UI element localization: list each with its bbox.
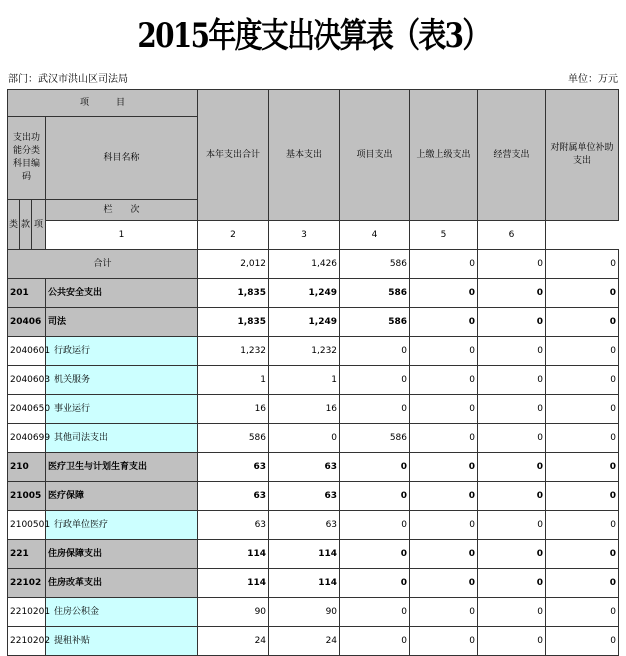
row-value-2: 63 xyxy=(269,511,340,540)
department-label: 部门：武汉市洪山区司法局 xyxy=(8,74,128,85)
row-value-5: 0 xyxy=(478,366,546,395)
colnum-3: 3 xyxy=(269,221,340,250)
total-label: 合计 xyxy=(8,250,198,279)
row-value-4: 0 xyxy=(410,598,478,627)
header-name-label: 科目名称 xyxy=(46,117,198,200)
row-code: 201 xyxy=(8,279,46,308)
header-col-3: 项目支出 xyxy=(340,90,410,221)
row-value-6: 0 xyxy=(546,395,619,424)
table-row xyxy=(8,366,619,395)
row-value-3: 0 xyxy=(340,337,410,366)
row-code: 2100501 xyxy=(8,511,46,540)
table-row xyxy=(8,569,619,598)
row-value-6: 0 xyxy=(546,511,619,540)
total-value-2: 1,426 xyxy=(269,250,340,279)
row-name: 医疗卫生与计划生育支出 xyxy=(46,453,198,482)
unit-label: 单位：万元 xyxy=(568,74,618,85)
row-value-4: 0 xyxy=(410,366,478,395)
row-value-2: 114 xyxy=(269,540,340,569)
row-value-3: 0 xyxy=(340,366,410,395)
row-value-6: 0 xyxy=(546,453,619,482)
row-value-3: 0 xyxy=(340,627,410,656)
row-value-1: 63 xyxy=(198,453,269,482)
row-value-5: 0 xyxy=(478,511,546,540)
row-value-6: 0 xyxy=(546,308,619,337)
row-name: 机关服务 xyxy=(46,366,198,395)
row-value-2: 1 xyxy=(269,366,340,395)
row-value-6: 0 xyxy=(546,337,619,366)
row-name: 其他司法支出 xyxy=(46,424,198,453)
row-code: 2040699 xyxy=(8,424,46,453)
total-row xyxy=(8,250,619,279)
row-value-3: 0 xyxy=(340,598,410,627)
row-value-1: 63 xyxy=(198,482,269,511)
header-code-label: 支出功能分类科目编码 xyxy=(8,117,46,200)
header-col-2: 基本支出 xyxy=(269,90,340,221)
row-value-5: 0 xyxy=(478,308,546,337)
row-name: 住房公积金 xyxy=(46,598,198,627)
header-row-1 xyxy=(8,90,619,117)
row-name: 提租补贴 xyxy=(46,627,198,656)
row-value-2: 114 xyxy=(269,569,340,598)
row-value-4: 0 xyxy=(410,569,478,598)
table-row xyxy=(8,337,619,366)
row-value-3: 0 xyxy=(340,482,410,511)
row-value-4: 0 xyxy=(410,511,478,540)
row-value-4: 0 xyxy=(410,337,478,366)
row-value-4: 0 xyxy=(410,308,478,337)
row-value-6: 0 xyxy=(546,424,619,453)
row-value-5: 0 xyxy=(478,482,546,511)
row-value-1: 114 xyxy=(198,540,269,569)
row-value-5: 0 xyxy=(478,395,546,424)
row-name: 公共安全支出 xyxy=(46,279,198,308)
header-col-5: 经营支出 xyxy=(478,90,546,221)
table-body xyxy=(8,90,619,656)
row-value-2: 24 xyxy=(269,627,340,656)
table-row xyxy=(8,424,619,453)
row-name: 行政运行 xyxy=(46,337,198,366)
header-col-6: 对附属单位补助支出 xyxy=(546,90,619,221)
table-row xyxy=(8,308,619,337)
row-code: 2210202 xyxy=(8,627,46,656)
row-value-2: 1,249 xyxy=(269,279,340,308)
row-value-1: 16 xyxy=(198,395,269,424)
row-value-5: 0 xyxy=(478,569,546,598)
row-code: 221 xyxy=(8,540,46,569)
header-xiang: 项 xyxy=(32,200,46,250)
row-name: 行政单位医疗 xyxy=(46,511,198,540)
row-value-6: 0 xyxy=(546,366,619,395)
total-value-4: 0 xyxy=(410,250,478,279)
colnum-2: 2 xyxy=(198,221,269,250)
table-row xyxy=(8,540,619,569)
table-row xyxy=(8,453,619,482)
colnum-6: 6 xyxy=(478,221,546,250)
row-value-6: 0 xyxy=(546,598,619,627)
row-value-2: 90 xyxy=(269,598,340,627)
row-value-3: 0 xyxy=(340,569,410,598)
row-value-6: 0 xyxy=(546,569,619,598)
row-value-2: 1,249 xyxy=(269,308,340,337)
row-value-1: 63 xyxy=(198,511,269,540)
row-value-2: 16 xyxy=(269,395,340,424)
row-code: 210 xyxy=(8,453,46,482)
row-code: 2040603 xyxy=(8,366,46,395)
total-value-1: 2,012 xyxy=(198,250,269,279)
row-code: 2040650 xyxy=(8,395,46,424)
header-col-1: 本年支出合计 xyxy=(198,90,269,221)
row-value-6: 0 xyxy=(546,279,619,308)
row-value-3: 0 xyxy=(340,540,410,569)
column-number-row xyxy=(8,221,619,250)
row-value-6: 0 xyxy=(546,540,619,569)
total-value-5: 0 xyxy=(478,250,546,279)
row-name: 住房改革支出 xyxy=(46,569,198,598)
row-value-2: 63 xyxy=(269,482,340,511)
row-value-2: 1,232 xyxy=(269,337,340,366)
table-row xyxy=(8,279,619,308)
table-row xyxy=(8,482,619,511)
row-value-1: 1,835 xyxy=(198,308,269,337)
row-code: 20406 xyxy=(8,308,46,337)
row-name: 司法 xyxy=(46,308,198,337)
row-value-2: 63 xyxy=(269,453,340,482)
total-value-3: 586 xyxy=(340,250,410,279)
row-value-3: 586 xyxy=(340,308,410,337)
table-row xyxy=(8,511,619,540)
row-value-6: 0 xyxy=(546,482,619,511)
expenditure-table xyxy=(7,89,619,656)
row-value-4: 0 xyxy=(410,279,478,308)
row-value-4: 0 xyxy=(410,627,478,656)
row-value-3: 586 xyxy=(340,279,410,308)
row-value-5: 0 xyxy=(478,598,546,627)
row-value-4: 0 xyxy=(410,482,478,511)
row-code: 2040601 xyxy=(8,337,46,366)
row-value-5: 0 xyxy=(478,337,546,366)
row-code: 21005 xyxy=(8,482,46,511)
row-value-5: 0 xyxy=(478,627,546,656)
row-value-4: 0 xyxy=(410,540,478,569)
row-code: 2210201 xyxy=(8,598,46,627)
row-value-1: 90 xyxy=(198,598,269,627)
row-name: 住房保障支出 xyxy=(46,540,198,569)
header-project: 项 目 xyxy=(8,90,198,117)
row-value-1: 586 xyxy=(198,424,269,453)
row-value-4: 0 xyxy=(410,395,478,424)
header-kuan: 款 xyxy=(20,200,32,250)
total-value-6: 0 xyxy=(546,250,619,279)
row-value-5: 0 xyxy=(478,540,546,569)
table-row xyxy=(8,395,619,424)
row-value-1: 1,835 xyxy=(198,279,269,308)
row-value-1: 114 xyxy=(198,569,269,598)
row-value-1: 1,232 xyxy=(198,337,269,366)
row-name: 事业运行 xyxy=(46,395,198,424)
row-value-3: 586 xyxy=(340,424,410,453)
row-code: 22102 xyxy=(8,569,46,598)
row-value-4: 0 xyxy=(410,453,478,482)
row-value-3: 0 xyxy=(340,453,410,482)
row-value-4: 0 xyxy=(410,424,478,453)
row-value-1: 1 xyxy=(198,366,269,395)
row-value-5: 0 xyxy=(478,424,546,453)
header-col-4: 上缴上级支出 xyxy=(410,90,478,221)
page-title: 2015年度支出决算表（表3） xyxy=(137,16,489,56)
colnum-5: 5 xyxy=(410,221,478,250)
row-value-6: 0 xyxy=(546,627,619,656)
colnum-4: 4 xyxy=(340,221,410,250)
row-value-2: 0 xyxy=(269,424,340,453)
row-value-5: 0 xyxy=(478,279,546,308)
row-name: 医疗保障 xyxy=(46,482,198,511)
table-row xyxy=(8,627,619,656)
header-lei: 类 xyxy=(8,200,20,250)
row-value-3: 0 xyxy=(340,395,410,424)
colnum-1: 1 xyxy=(46,221,198,250)
row-value-1: 24 xyxy=(198,627,269,656)
header-lan-ci: 栏 次 xyxy=(46,200,198,221)
row-value-5: 0 xyxy=(478,453,546,482)
row-value-3: 0 xyxy=(340,511,410,540)
table-row xyxy=(8,598,619,627)
